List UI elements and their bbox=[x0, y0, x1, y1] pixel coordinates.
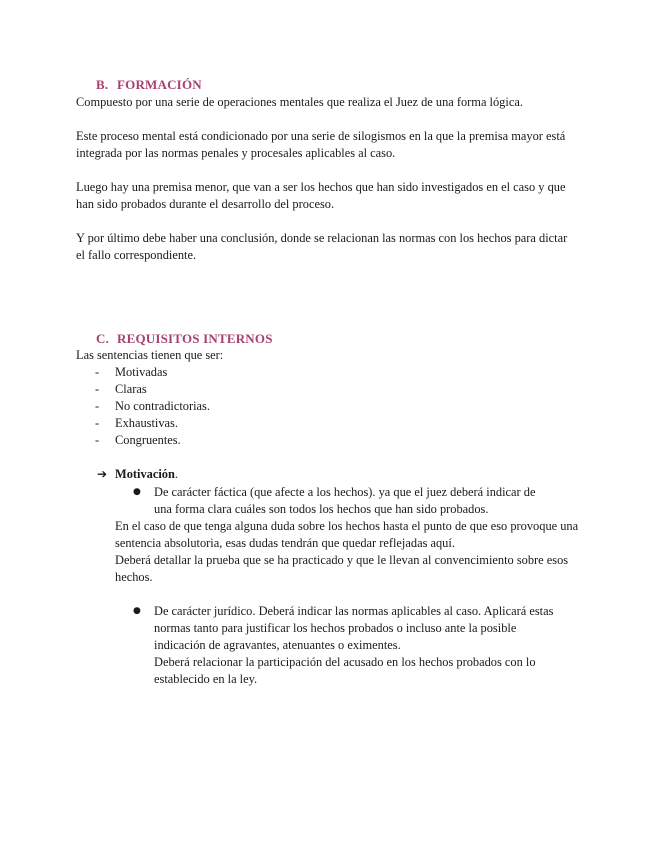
bullet-icon: ● bbox=[133, 606, 141, 616]
bullet-factica bbox=[133, 484, 554, 518]
motivacion-paragraph-dudas: En el caso de que tenga alguna duda sobre los hechos hasta el punto de que eso provoque una sentencia absolutoria, esas dudas tendrán que quedar reflejadas aquí. bbox=[115, 519, 579, 550]
list-item-text: Exhaustivas. bbox=[115, 416, 178, 430]
section-b-letter: B. bbox=[96, 77, 109, 92]
list-item bbox=[95, 381, 210, 398]
section-b-title: FORMACIÓN bbox=[117, 77, 202, 92]
motivacion-heading bbox=[97, 466, 178, 483]
list-item-text: Congruentes. bbox=[115, 433, 181, 447]
list-item-text: Claras bbox=[115, 382, 147, 396]
dash-marker: - bbox=[95, 416, 100, 430]
formacion-paragraph-2: Este proceso mental está condicionado por una serie de silogismos en la que la premisa mayor está integrada por las normas penales y procesales aplicables al caso. bbox=[76, 129, 566, 160]
requisitos-intro: Las sentencias tienen que ser: bbox=[76, 348, 224, 362]
section-c-letter: C. bbox=[96, 331, 110, 346]
dash-marker: - bbox=[95, 399, 100, 413]
formacion-paragraph-1: Compuesto por una serie de operaciones mentales que realiza el Juez de una forma lógica. bbox=[76, 95, 523, 109]
bullet-juridico-text: De carácter jurídico. Deberá indicar las normas aplicables al caso. Aplicará estas normas tanto para justificar los hechos probados o incluso ante la posible indicación de agravantes, atenuantes o eximentes. bbox=[154, 604, 554, 652]
bullet-factica-text: De carácter fáctica (que afecte a los hechos). ya que el juez deberá indicar de una forma clara cuáles son todos los hechos que han sido probados. bbox=[154, 485, 536, 516]
motivacion-label: Motivación bbox=[115, 467, 175, 481]
motivacion-paragraph-prueba: Deberá detallar la prueba que se ha practicado y que le llevan al convencimiento sobre esos hechos. bbox=[115, 553, 569, 584]
list-item bbox=[95, 432, 210, 449]
bullet-juridico bbox=[133, 603, 554, 688]
motivacion-suffix: . bbox=[174, 467, 178, 481]
section-c-heading bbox=[96, 331, 273, 347]
dash-marker: - bbox=[95, 365, 100, 379]
formacion-paragraph-4: Y por último debe haber una conclusión, donde se relacionan las normas con los hechos para dictar el fallo correspondiente. bbox=[76, 231, 568, 262]
list-item-text: No contradictorias. bbox=[115, 399, 210, 413]
requisitos-list bbox=[95, 364, 210, 449]
bullet-icon: ● bbox=[133, 487, 141, 497]
formacion-paragraph-3: Luego hay una premisa menor, que van a ser los hechos que han sido investigados en el caso y que han sido probados durante el desarrollo del proceso. bbox=[76, 180, 566, 211]
section-b-heading bbox=[96, 77, 202, 93]
list-item bbox=[95, 415, 210, 432]
list-item-text: Motivadas bbox=[115, 365, 168, 379]
dash-marker: - bbox=[95, 433, 100, 447]
bullet-juridico-continuation: Deberá relacionar la participación del acusado en los hechos probados con lo establecido en la ley. bbox=[154, 655, 536, 686]
dash-marker: - bbox=[95, 382, 100, 396]
list-item bbox=[95, 398, 210, 415]
list-item bbox=[95, 364, 210, 381]
arrow-right-icon: ➔ bbox=[97, 467, 108, 481]
section-c-title: REQUISITOS INTERNOS bbox=[117, 331, 273, 346]
